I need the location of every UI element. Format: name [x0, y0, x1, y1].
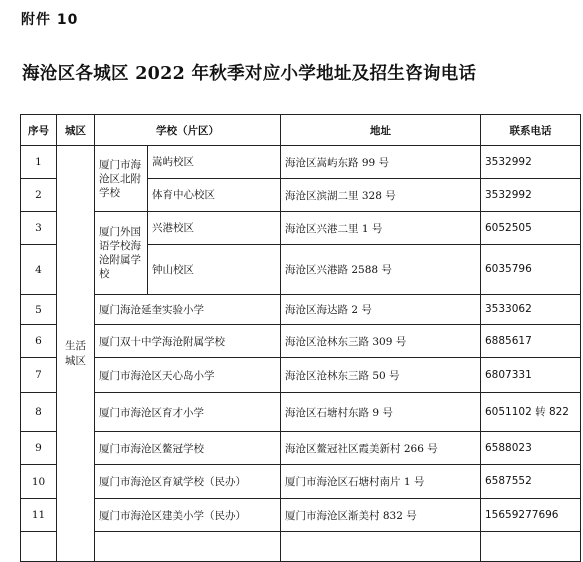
school-group-cell: 厦门市海沧区北附学校: [95, 146, 148, 212]
address-cell: [281, 532, 481, 562]
zone-name: 生活城区: [65, 339, 86, 367]
address-cell: 海沧区兴港二里 1 号: [281, 212, 481, 245]
zone-cell: [57, 146, 95, 562]
seq-cell: 9: [21, 432, 57, 465]
table-header-row: [21, 115, 581, 146]
phone-cell: 3532992: [481, 146, 581, 179]
seq-cell: 8: [21, 393, 57, 432]
seq-cell: 3: [21, 212, 57, 245]
school-cell: 厦门市海沧区鳌冠学校: [95, 432, 281, 465]
seq-cell: [21, 532, 57, 562]
campus-cell: 嵩屿校区: [148, 146, 281, 179]
header-zone: 城区: [57, 115, 95, 146]
phone-cell: 6885617: [481, 325, 581, 358]
phone-cell: 3532992: [481, 179, 581, 212]
header-phone: 联系电话: [481, 115, 581, 146]
table-row: [21, 499, 581, 532]
header-address: 地址: [281, 115, 481, 146]
phone-cell: 6588023: [481, 432, 581, 465]
school-cell: 厦门市海沧区天心岛小学: [95, 358, 281, 393]
phone-cell: 6051102 转 822: [481, 393, 581, 432]
table-row: [21, 358, 581, 393]
table-row: [21, 325, 581, 358]
table-row: [21, 465, 581, 499]
campus-cell: 体育中心校区: [148, 179, 281, 212]
address-cell: 海沧区兴港路 2588 号: [281, 245, 481, 295]
school-cell: [95, 532, 281, 562]
address-cell: 海沧区嵩屿东路 99 号: [281, 146, 481, 179]
address-cell: 海沧区沧林东三路 50 号: [281, 358, 481, 393]
table-row: [21, 212, 581, 245]
school-group-cell: 厦门外国语学校海沧附属学校: [95, 212, 148, 295]
table-row: [21, 146, 581, 179]
campus-cell: 钟山校区: [148, 245, 281, 295]
seq-cell: 4: [21, 245, 57, 295]
address-cell: 海沧区鳌冠社区霞美新村 266 号: [281, 432, 481, 465]
phone-cell: 15659277696: [481, 499, 581, 532]
attachment-label: 附件 10: [21, 12, 79, 28]
address-cell: 海沧区海达路 2 号: [281, 295, 481, 325]
document-title: 海沧区各城区 2022 年秋季对应小学地址及招生咨询电话: [22, 64, 477, 84]
school-cell: 厦门海沧延奎实验小学: [95, 295, 281, 325]
seq-cell: 10: [21, 465, 57, 499]
seq-cell: 5: [21, 295, 57, 325]
header-seq: 序号: [21, 115, 57, 146]
address-cell: 海沧区沧林东三路 309 号: [281, 325, 481, 358]
table-row: [21, 393, 581, 432]
school-table: [20, 114, 581, 562]
table-row: [21, 432, 581, 465]
phone-cell: 6035796: [481, 245, 581, 295]
school-cell: 厦门市海沧区育才小学: [95, 393, 281, 432]
address-cell: 海沧区滨湖二里 328 号: [281, 179, 481, 212]
seq-cell: 7: [21, 358, 57, 393]
header-school: 学校（片区）: [95, 115, 281, 146]
seq-cell: 6: [21, 325, 57, 358]
table-row: [21, 295, 581, 325]
phone-cell: 3533062: [481, 295, 581, 325]
table-row-partial: [21, 532, 581, 562]
address-cell: 厦门市海沧区石塘村南片 1 号: [281, 465, 481, 499]
seq-cell: 1: [21, 146, 57, 179]
seq-cell: 2: [21, 179, 57, 212]
address-cell: 海沧区石塘村东路 9 号: [281, 393, 481, 432]
school-cell: 厦门双十中学海沧附属学校: [95, 325, 281, 358]
school-cell: 厦门市海沧区建美小学（民办）: [95, 499, 281, 532]
phone-cell: 6807331: [481, 358, 581, 393]
phone-cell: [481, 532, 581, 562]
phone-cell: 6587552: [481, 465, 581, 499]
campus-cell: 兴港校区: [148, 212, 281, 245]
seq-cell: 11: [21, 499, 57, 532]
school-cell: 厦门市海沧区育斌学校（民办）: [95, 465, 281, 499]
address-cell: 厦门市海沧区渐美村 832 号: [281, 499, 481, 532]
phone-cell: 6052505: [481, 212, 581, 245]
